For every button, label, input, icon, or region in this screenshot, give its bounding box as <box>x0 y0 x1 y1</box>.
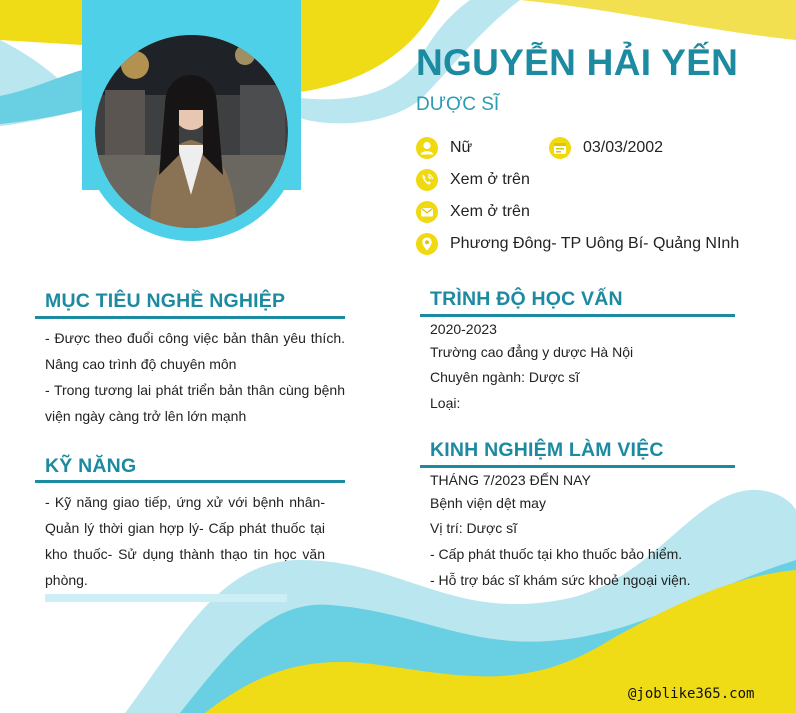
objective-text <box>45 325 345 429</box>
location-pin-icon <box>416 233 438 255</box>
education-school: Trường cao đẳng y dược Hà Nội <box>430 344 634 360</box>
profile-photo <box>95 35 288 228</box>
skills-bar <box>45 594 287 602</box>
calendar-icon <box>549 137 571 159</box>
phone-icon <box>416 169 438 191</box>
phone-value: Xem ở trên <box>450 171 530 188</box>
experience-divider <box>420 465 735 468</box>
skills-divider <box>35 480 345 483</box>
envelope-icon <box>416 201 438 223</box>
birthday-row <box>549 137 663 159</box>
experience-position: Vị trí: Dược sĩ <box>430 520 518 536</box>
education-grade: Loại: <box>430 395 461 411</box>
gender-row <box>416 137 472 159</box>
email-value: Xem ở trên <box>450 203 530 220</box>
objective-line-1: - Được theo đuổi công việc bản thân yêu thích. Nâng cao trình độ chuyên môn <box>45 330 345 372</box>
full-name: NGUYỄN HẢI YẾN <box>416 42 739 83</box>
education-divider <box>420 314 735 317</box>
experience-heading: KINH NGHIỆM LÀM VIỆC <box>430 439 664 461</box>
experience-duty-1: - Cấp phát thuốc tại kho thuốc bảo hiểm. <box>430 546 683 562</box>
person-icon <box>416 137 438 159</box>
gender-value: Nữ <box>450 139 473 156</box>
skills-text <box>45 489 325 593</box>
email-row <box>416 201 530 223</box>
job-title: DƯỢC SĨ <box>416 94 500 115</box>
education-period: 2020-2023 <box>430 321 497 337</box>
experience-period: THÁNG 7/2023 ĐẾN NAY <box>430 472 591 488</box>
skills-line-1: - Kỹ năng giao tiếp, ứng xử với bệnh nhân- Quản lý thời gian hợp lý- Cấp phát thuốc tại kho thuốc- Sử dụng thành thạo tin học văn phòng. <box>45 494 325 588</box>
phone-row <box>416 169 530 191</box>
address-value: Phương Đông- TP Uông Bí- Quảng NInh <box>450 235 740 252</box>
watermark: @joblike365.com <box>628 686 755 702</box>
skills-heading: KỸ NĂNG <box>45 455 137 477</box>
objective-line-2: - Trong tương lai phát triển bản thân cùng bệnh viện ngày càng trở lên lớn mạnh <box>45 382 345 424</box>
address-row <box>416 233 739 255</box>
experience-duty-2: - Hỗ trợ bác sĩ khám sức khoẻ ngoại viện. <box>430 572 691 588</box>
objective-divider <box>35 316 345 319</box>
birthday-value: 03/03/2002 <box>583 139 664 156</box>
education-major: Chuyên ngành: Dược sĩ <box>430 369 580 385</box>
objective-heading: MỤC TIÊU NGHỀ NGHIỆP <box>45 290 286 312</box>
experience-company: Bệnh viện dệt may <box>430 495 546 511</box>
education-heading: TRÌNH ĐỘ HỌC VẤN <box>430 288 623 310</box>
